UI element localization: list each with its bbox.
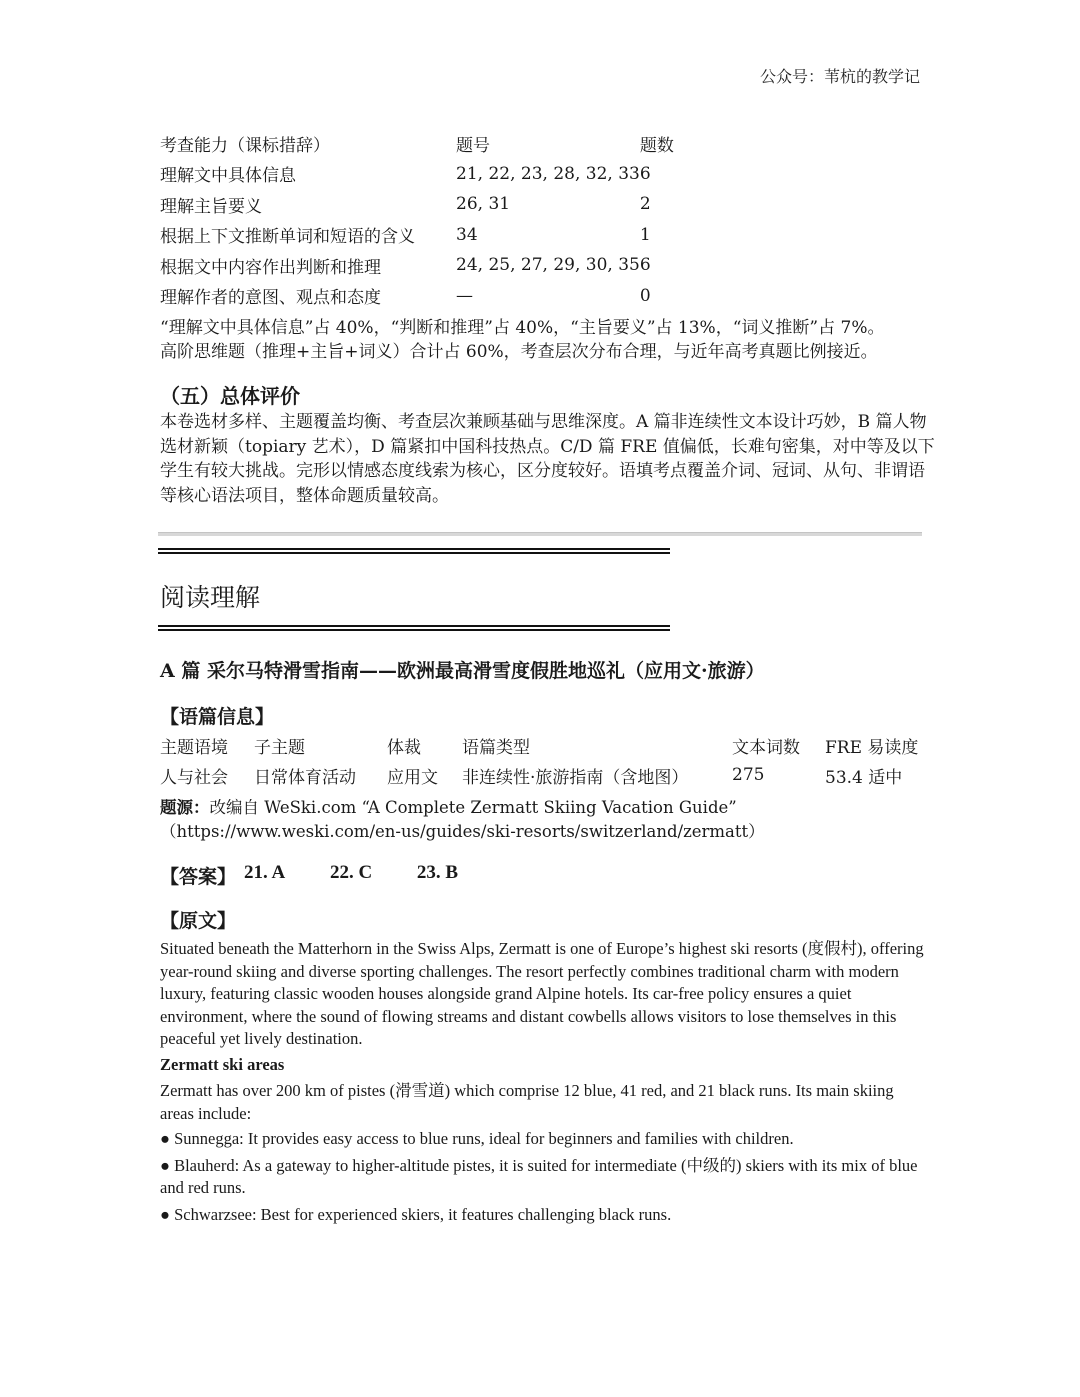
table-header-cell: 体裁 [387,737,421,758]
info-heading: 【语篇信息】 [160,706,275,728]
table-cell: 53.4 适中 [825,767,903,788]
source-text: 改编自 WeSki.com “A Complete Zermatt Skiing Vacation Guide” [209,798,737,817]
table-header-cell: 题数 [639,135,674,156]
table-cell: 应用文 [387,767,438,788]
table-cell: 理解文中具体信息 [160,166,296,187]
answer-item: 21. A [244,862,286,883]
summary-text [160,316,930,364]
table-row [160,159,700,190]
table-cell: 根据上下文推断单词和短语的含义 [160,227,415,248]
bullet-item: ● Schwarzsee: Best for experienced skiers, it features challenging black runs. [160,1204,672,1224]
table-header-row [160,730,935,760]
table-cell: 理解主旨要义 [160,196,262,217]
original-text [160,938,930,1230]
summary-line: 高阶思维题（推理+主旨+词义）合计占 60%，考查层次分布合理，与近年高考真题比例接近。 [160,342,878,362]
answer-item: 22. C [329,862,373,883]
table-cell: 根据文中内容作出判断和推理 [160,257,381,278]
answer-item: 23. B [416,862,459,883]
answer-list [244,862,498,884]
table-cell: 24, 25, 27, 29, 30, 35 [456,255,640,276]
table-header-cell: 题号 [456,135,490,156]
table-header-cell: 语篇类型 [462,737,530,758]
table-header-cell: 主题语境 [160,737,228,758]
table-header-cell: 子主题 [254,737,305,758]
bullet-item: ● Blauherd: As a gateway to higher-altitude pistes, it is suited for intermediate (中级的) skiers with its mix of blue and red runs. [160,1155,918,1197]
ability-table [160,128,700,311]
table-header-cell: 文本词数 [732,737,800,758]
section-title: 阅读理解 [160,583,261,612]
evaluation-title: （五）总体评价 [160,384,300,408]
table-header-row [160,128,700,159]
double-divider [158,548,670,554]
original-heading: 【原文】 [160,910,237,932]
source-label: 题源： [160,798,210,817]
paragraph: Zermatt has over 200 km of pistes (滑雪道) which comprise 12 blue, 41 red, and 21 black runs. Its main skiing areas include: [160,1081,894,1123]
bullet-item: ● Sunnegga: It provides easy access to blue runs, ideal for beginners and families with children. [160,1129,794,1148]
article-title: A 篇 采尔马特滑雪指南——欧洲最高滑雪度假胜地巡礼（应用文·旅游） [160,660,765,682]
table-row [160,220,700,251]
double-divider [158,625,670,631]
table-cell: 275 [732,765,765,785]
source-line [160,796,930,820]
evaluation-text: 本卷选材多样、主题覆盖均衡、考查层次兼顾基础与思维深度。A 篇非连续性文本设计巧妙，B 篇人物选材新颖（topiary 艺术），D 篇紧扣中国科技热点。C/D 篇 FRE 值偏低，长难句密集，对中等及以下学生有较大挑战。完形以情感态度线索为核心，区分度较好。语填考点覆盖介词、冠词、从句、非谓语等核心语法项目，整体命题质量较高。 [160,412,935,506]
table-cell: 非连续性·旅游指南（含地图） [462,767,689,788]
table-cell: 人与社会 [160,767,228,788]
table-cell: 2 [639,194,651,215]
info-table [160,730,935,790]
table-header-cell: 考查能力（课标措辞） [160,135,330,156]
table-cell: — [456,285,473,306]
table-cell: 21, 22, 23, 28, 32, 33 [456,163,640,184]
divider [158,532,922,536]
table-cell: 0 [639,285,651,306]
answer-heading: 【答案】 [160,866,237,888]
subheading: Zermatt ski areas [160,1054,285,1074]
table-row [160,250,700,281]
table-row [160,189,700,220]
header-note: 公众号：苇杭的教学记 [759,67,920,86]
table-cell: 34 [456,224,478,245]
summary-line: “理解文中具体信息”占 40%，“判断和推理”占 40%，“主旨要义”占 13%，“词义推断”占 7%。 [160,318,885,338]
table-header-cell: FRE 易读度 [825,737,919,758]
table-cell: 6 [639,163,651,184]
table-cell: 理解作者的意图、观点和态度 [160,288,381,309]
source-url: （https://www.weski.com/en-us/guides/ski-resorts/switzerland/zermatt） [160,822,765,841]
source-block [160,796,930,844]
table-cell: 1 [639,224,651,245]
table-cell: 6 [639,255,651,276]
paragraph: Situated beneath the Matterhorn in the Swiss Alps, Zermatt is one of Europe’s highest ski resorts (度假村), offering year-round skiing and diverse sporting challenges. The resort perfectly combines traditional charm with modern luxury, featuring classic wooden houses alongside grand Alpine hotels. Its car-free policy ensures a quiet environment, where the sound of flowing streams and distant cowbells allows visitors to lose themselves in this peaceful yet lively destination. [160,939,924,1048]
table-cell: 日常体育活动 [254,767,356,788]
table-row [160,281,700,312]
table-cell: 26, 31 [456,194,511,215]
table-row [160,760,935,790]
